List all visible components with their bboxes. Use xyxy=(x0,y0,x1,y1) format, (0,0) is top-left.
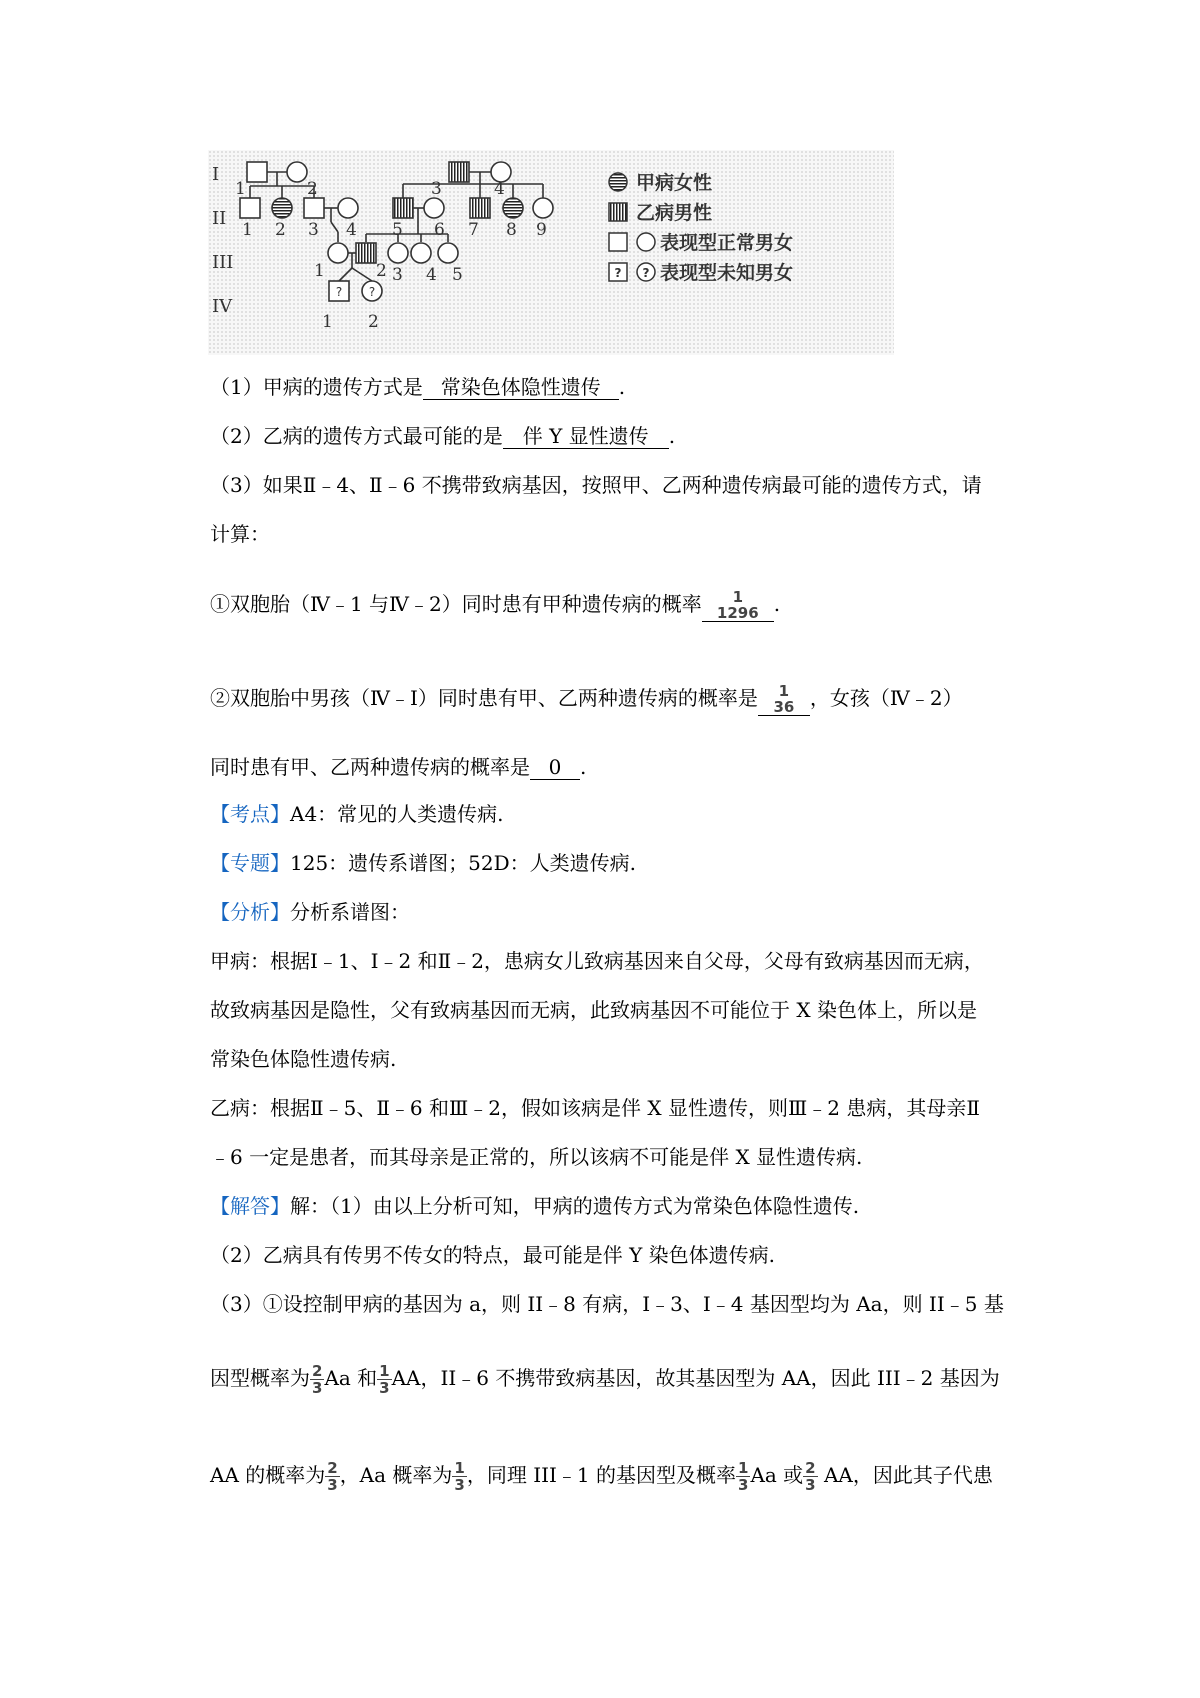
jieda-l5 xyxy=(210,1460,1030,1493)
num-III-2: 2 xyxy=(376,261,387,281)
frac-den: 3 xyxy=(312,1379,323,1397)
q2-answer: 伴 Y 显性遗传 xyxy=(503,424,669,449)
IV-1-question-mark: ? xyxy=(335,285,343,299)
jieda-l5-d: Aa 或 xyxy=(750,1463,804,1487)
question-3-line-2: 计算： xyxy=(210,522,270,546)
legend-label-3: 表现型正常男女 xyxy=(660,232,794,254)
num-III-4: 4 xyxy=(426,265,437,285)
II-5-affected-male xyxy=(393,198,413,218)
jieda-l4-a: 因型概率为 xyxy=(210,1366,310,1390)
question-1 xyxy=(210,373,1030,401)
jieda-l4 xyxy=(210,1363,1030,1396)
II-9-female xyxy=(533,198,553,218)
q1-suffix: . xyxy=(618,375,626,399)
legend-unknown-female-mark: ? xyxy=(642,266,650,280)
q1-prefix: （1）甲病的遗传方式是 xyxy=(210,375,423,399)
II-1-male xyxy=(240,198,260,218)
frac-num: 1 xyxy=(379,1362,390,1380)
jieda-text: 解：（1）由以上分析可知，甲病的遗传方式为常染色体隐性遗传. xyxy=(290,1194,860,1218)
q3-s2-prefix: ②双胞胎中男孩（Ⅳ﹣I）同时患有甲、乙两种遗传病的概率是 xyxy=(210,686,758,710)
q1-answer: 常染色体隐性遗传 xyxy=(423,375,619,400)
q3-s2-denominator: 36 xyxy=(773,698,795,716)
jieda-l5-a: AA 的概率为 xyxy=(210,1463,326,1487)
num-I-4: 4 xyxy=(494,179,505,199)
legend-label-2: 乙病男性 xyxy=(636,202,713,224)
pedigree-figure xyxy=(208,150,894,355)
frac-num: 2 xyxy=(312,1362,323,1380)
fenxi-a2: 故致病基因是隐性，父有致病基因而无病，此致病基因不可能位于 X 染色体上，所以是 xyxy=(210,998,977,1022)
q3-s2-answer xyxy=(758,683,810,716)
fraction-one-third xyxy=(377,1363,391,1396)
jieda-l4-c: AA，II﹣6 不携带致病基因，故其基因型为 AA，因此 III﹣2 基因为 xyxy=(391,1366,1000,1390)
jieda-l2: （2）乙病具有传男不传女的特点，最可能是伴 Y 染色体遗传病. xyxy=(210,1243,775,1267)
fenxi-b1: 乙病：根据Ⅱ﹣5、Ⅱ﹣6 和Ⅲ﹣2，假如该病是伴 X 显性遗传，则Ⅲ﹣2 患病，其母亲Ⅱ xyxy=(210,1096,980,1120)
II-2-affected-female xyxy=(272,198,292,218)
jieda-l4-b: Aa 和 xyxy=(324,1366,378,1390)
pedigree-legend xyxy=(609,171,793,284)
III-4-female xyxy=(411,243,431,263)
num-II-4: 4 xyxy=(346,220,357,240)
frac-den: 3 xyxy=(454,1476,465,1494)
II-4-female xyxy=(338,198,358,218)
num-II-8: 8 xyxy=(506,220,517,240)
III-2-affected-male xyxy=(356,243,376,263)
I-2-female xyxy=(287,162,307,182)
jieda-l5-e: AA，因此其子代患 xyxy=(817,1463,993,1487)
frac-num: 1 xyxy=(454,1459,465,1477)
II-8-affected-female xyxy=(503,198,523,218)
legend-affected-female-symbol xyxy=(609,173,627,191)
num-II-9: 9 xyxy=(536,220,547,240)
num-II-1: 1 xyxy=(242,220,253,240)
q3-s2-girl-answer: 0 xyxy=(530,755,580,780)
legend-unknown-male-mark: ? xyxy=(614,266,622,280)
num-I-2: 2 xyxy=(307,179,318,199)
fenxi-a3: 常染色体隐性遗传病. xyxy=(210,1047,397,1071)
zhuanti-tag: 【专题】 xyxy=(210,851,290,875)
fenxi-text: 分析系谱图： xyxy=(290,900,410,924)
gen-label-3: III xyxy=(212,252,234,273)
question-3-line-1: （3）如果Ⅱ﹣4、Ⅱ﹣6 不携带致病基因，按照甲、乙两种遗传病最可能的遗传方式，请 xyxy=(210,473,982,497)
q3-s1-prefix: ①双胞胎（Ⅳ﹣1 与Ⅳ﹣2）同时患有甲种遗传病的概率 xyxy=(210,592,702,616)
q3-s2-suffix: . xyxy=(580,755,587,779)
num-III-1: 1 xyxy=(314,261,325,281)
q3-s1-answer xyxy=(702,589,774,622)
frac-den: 3 xyxy=(805,1476,816,1494)
fenxi-b2: ﹣6 一定是患者，而其母亲是正常的，所以该病不可能是伴 X 显性遗传病. xyxy=(210,1145,863,1169)
II-6-female xyxy=(424,198,444,218)
legend-affected-male-symbol xyxy=(609,203,627,221)
num-II-5: 5 xyxy=(392,220,403,240)
fenxi-tag: 【分析】 xyxy=(210,900,290,924)
fraction-two-thirds xyxy=(803,1460,817,1493)
q3-s1-numerator: 1 xyxy=(732,588,743,606)
I-1-male xyxy=(247,162,267,182)
III-1-female xyxy=(328,243,348,263)
kaodian-text: A4：常见的人类遗传病. xyxy=(290,802,504,826)
gen-label-1: I xyxy=(212,164,220,185)
num-II-2: 2 xyxy=(275,220,286,240)
frac-num: 2 xyxy=(327,1459,338,1477)
fraction-two-thirds xyxy=(310,1363,324,1396)
II-3-male xyxy=(304,198,324,218)
q3-s2-line2-prefix: 同时患有甲、乙两种遗传病的概率是 xyxy=(210,755,530,779)
num-IV-1: 1 xyxy=(322,312,333,332)
jieda-l3: （3）①设控制甲病的基因为 a，则 II﹣8 有病，I﹣3、I﹣4 基因型均为 Aa，则 II﹣5 基 xyxy=(210,1292,1004,1316)
q3-s2-numerator: 1 xyxy=(778,682,790,700)
zhuanti-section xyxy=(210,849,1030,877)
frac-den: 3 xyxy=(379,1379,390,1397)
question-3-sub-2 xyxy=(210,683,1030,716)
num-II-3: 3 xyxy=(308,220,319,240)
legend-label-4: 表现型未知男女 xyxy=(660,262,794,284)
gen-label-4: IV xyxy=(212,296,233,317)
num-II-6: 6 xyxy=(434,220,445,240)
legend-normal-male-symbol xyxy=(609,233,627,251)
num-IV-2: 2 xyxy=(368,312,379,332)
num-I-3: 3 xyxy=(431,179,442,199)
jieda-l5-c: ，同理 III﹣1 的基因型及概率 xyxy=(466,1463,736,1487)
kaodian-section xyxy=(210,800,1030,828)
q3-s1-suffix: . xyxy=(773,592,781,616)
frac-den: 3 xyxy=(738,1476,749,1494)
frac-num: 2 xyxy=(805,1459,816,1477)
fenxi-a1: 甲病：根据Ⅰ﹣1、Ⅰ﹣2 和Ⅱ﹣2，患病女儿致病基因来自父母，父母有致病基因而无病， xyxy=(210,949,984,973)
q3-s1-denominator: 1296 xyxy=(716,604,759,622)
num-III-5: 5 xyxy=(452,265,463,285)
fraction-one-third xyxy=(452,1460,466,1493)
q2-suffix: . xyxy=(668,424,676,448)
IV-2-question-mark: ? xyxy=(368,285,376,299)
fraction-one-third xyxy=(736,1460,750,1493)
jieda-tag: 【解答】 xyxy=(210,1194,290,1218)
zhuanti-text: 125：遗传系谱图；52D：人类遗传病. xyxy=(290,851,637,875)
num-II-7: 7 xyxy=(468,220,479,240)
fenxi-section xyxy=(210,898,1030,926)
III-5-female xyxy=(438,243,458,263)
question-3-sub-2-line-2 xyxy=(210,753,1030,781)
pedigree-chart xyxy=(208,150,894,355)
legend-label-1: 甲病女性 xyxy=(636,172,713,194)
frac-den: 3 xyxy=(327,1476,338,1494)
q3-s2-mid: ，女孩（Ⅳ﹣2） xyxy=(809,686,963,710)
jieda-l5-b: ，Aa 概率为 xyxy=(339,1463,453,1487)
num-III-3: 3 xyxy=(392,265,403,285)
jieda-section xyxy=(210,1192,1030,1220)
II-7-affected-male xyxy=(470,198,490,218)
question-3-sub-1 xyxy=(210,589,1030,622)
legend-normal-female-symbol xyxy=(637,233,655,251)
question-2 xyxy=(210,422,1030,450)
kaodian-tag: 【考点】 xyxy=(210,802,290,826)
fraction-two-thirds xyxy=(325,1460,339,1493)
gen-label-2: II xyxy=(212,208,227,229)
III-3-female xyxy=(388,243,408,263)
I-3-affected-male xyxy=(449,162,469,182)
num-I-1: 1 xyxy=(235,179,246,199)
frac-num: 1 xyxy=(738,1459,749,1477)
q2-prefix: （2）乙病的遗传方式最可能的是 xyxy=(210,424,503,448)
